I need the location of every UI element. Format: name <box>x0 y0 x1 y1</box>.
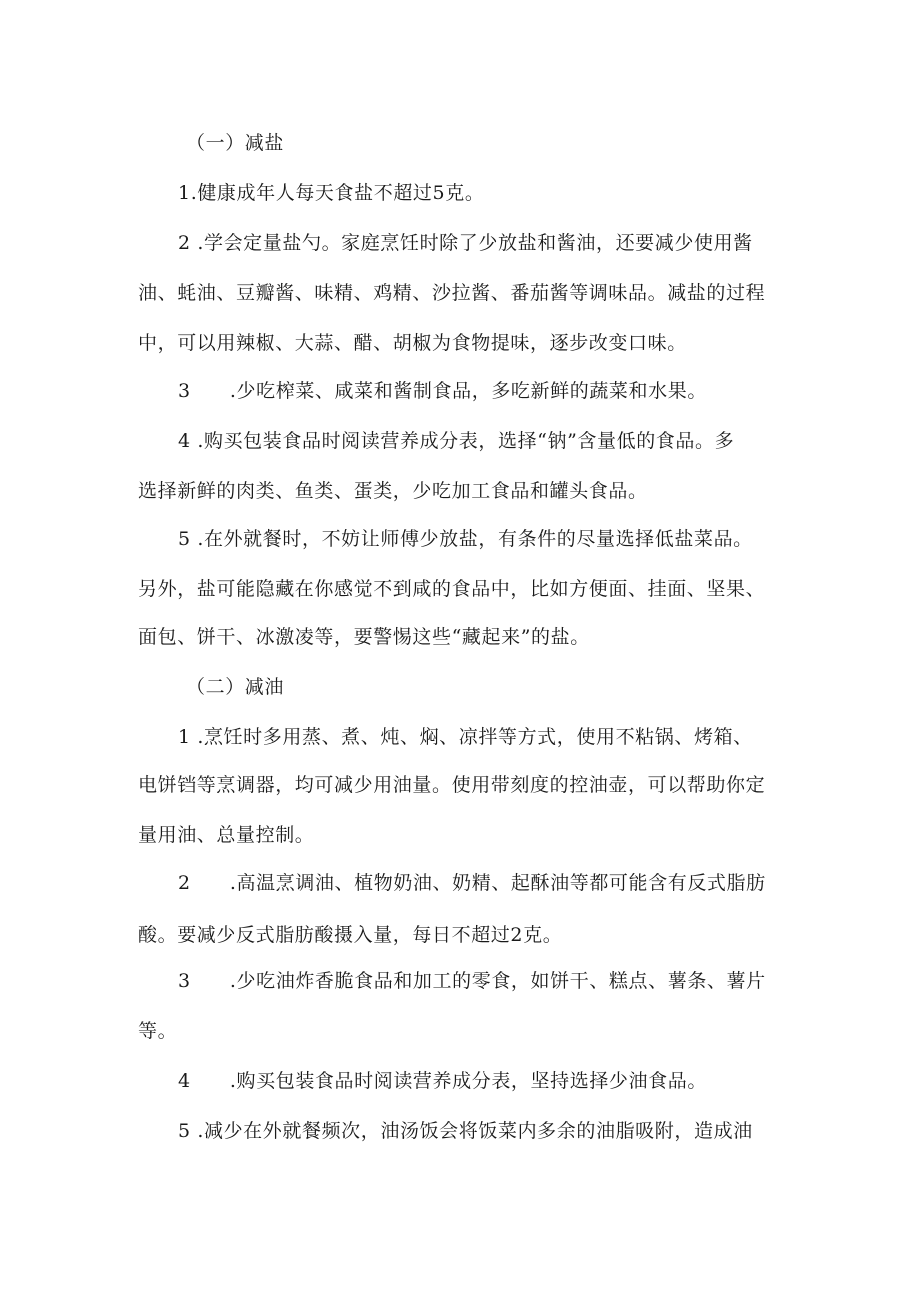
paragraph-line: 4 .购买包装食品时阅读营养成分表，选择“钠”含量低的食品。多 <box>178 430 735 452</box>
paragraph-line: 中，可以用辣椒、大蒜、醋、胡椒为食物提味，逐步改变口味。 <box>138 332 687 354</box>
paragraph-line: 1.健康成年人每天食盐不超过5克。 <box>178 182 485 204</box>
paragraph-line: 等。 <box>138 1020 178 1042</box>
paragraph-line: 3 .少吃油炸香脆食品和加工的零食，如饼干、糕点、薯条、薯片 <box>178 970 766 992</box>
paragraph-line: 选择新鲜的肉类、鱼类、蛋类，少吃加工食品和罐头食品。 <box>138 480 648 502</box>
paragraph-line: 4 .购买包装食品时阅读营养成分表，坚持选择少油食品。 <box>178 1070 707 1092</box>
paragraph-line: 量用油、总量控制。 <box>138 824 315 846</box>
paragraph-line: 另外，盐可能隐藏在你感觉不到咸的食品中，比如方便面、挂面、坚果、 <box>138 578 766 600</box>
paragraph-line: 2 .高温烹调油、植物奶油、奶精、起酥油等都可能含有反式脂肪 <box>178 872 766 894</box>
paragraph-line: 油、蚝油、豆瓣酱、味精、鸡精、沙拉酱、番茄酱等调味品。减盐的过程 <box>138 282 766 304</box>
paragraph-line: 酸。要减少反式脂肪酸摄入量，每日不超过2克。 <box>138 924 563 946</box>
paragraph-line: 电饼铛等烹调器，均可减少用油量。使用带刻度的控油壶，可以帮助你定 <box>138 774 766 796</box>
paragraph-line: 1 .烹饪时多用蒸、煮、炖、焖、凉拌等方式，使用不粘锅、烤箱、 <box>178 726 753 748</box>
paragraph-line: 面包、饼干、冰激凌等，要警惕这些“藏起来”的盐。 <box>138 626 590 648</box>
paragraph-line: 3 .少吃榨菜、咸菜和酱制食品，多吃新鲜的蔬菜和水果。 <box>178 380 707 402</box>
paragraph-line: 5 .在外就餐时，不妨让师傅少放盐，有条件的尽量选择低盐菜品。 <box>178 528 753 550</box>
paragraph-line: 5 .减少在外就餐频次，油汤饭会将饭菜内多余的油脂吸附，造成油 <box>178 1120 753 1142</box>
section-heading-oil: （二）减油 <box>186 676 285 698</box>
paragraph-line: 2 .学会定量盐勺。家庭烹饪时除了少放盐和酱油，还要减少使用酱 <box>178 232 753 254</box>
section-heading-salt: （一）减盐 <box>186 132 285 154</box>
